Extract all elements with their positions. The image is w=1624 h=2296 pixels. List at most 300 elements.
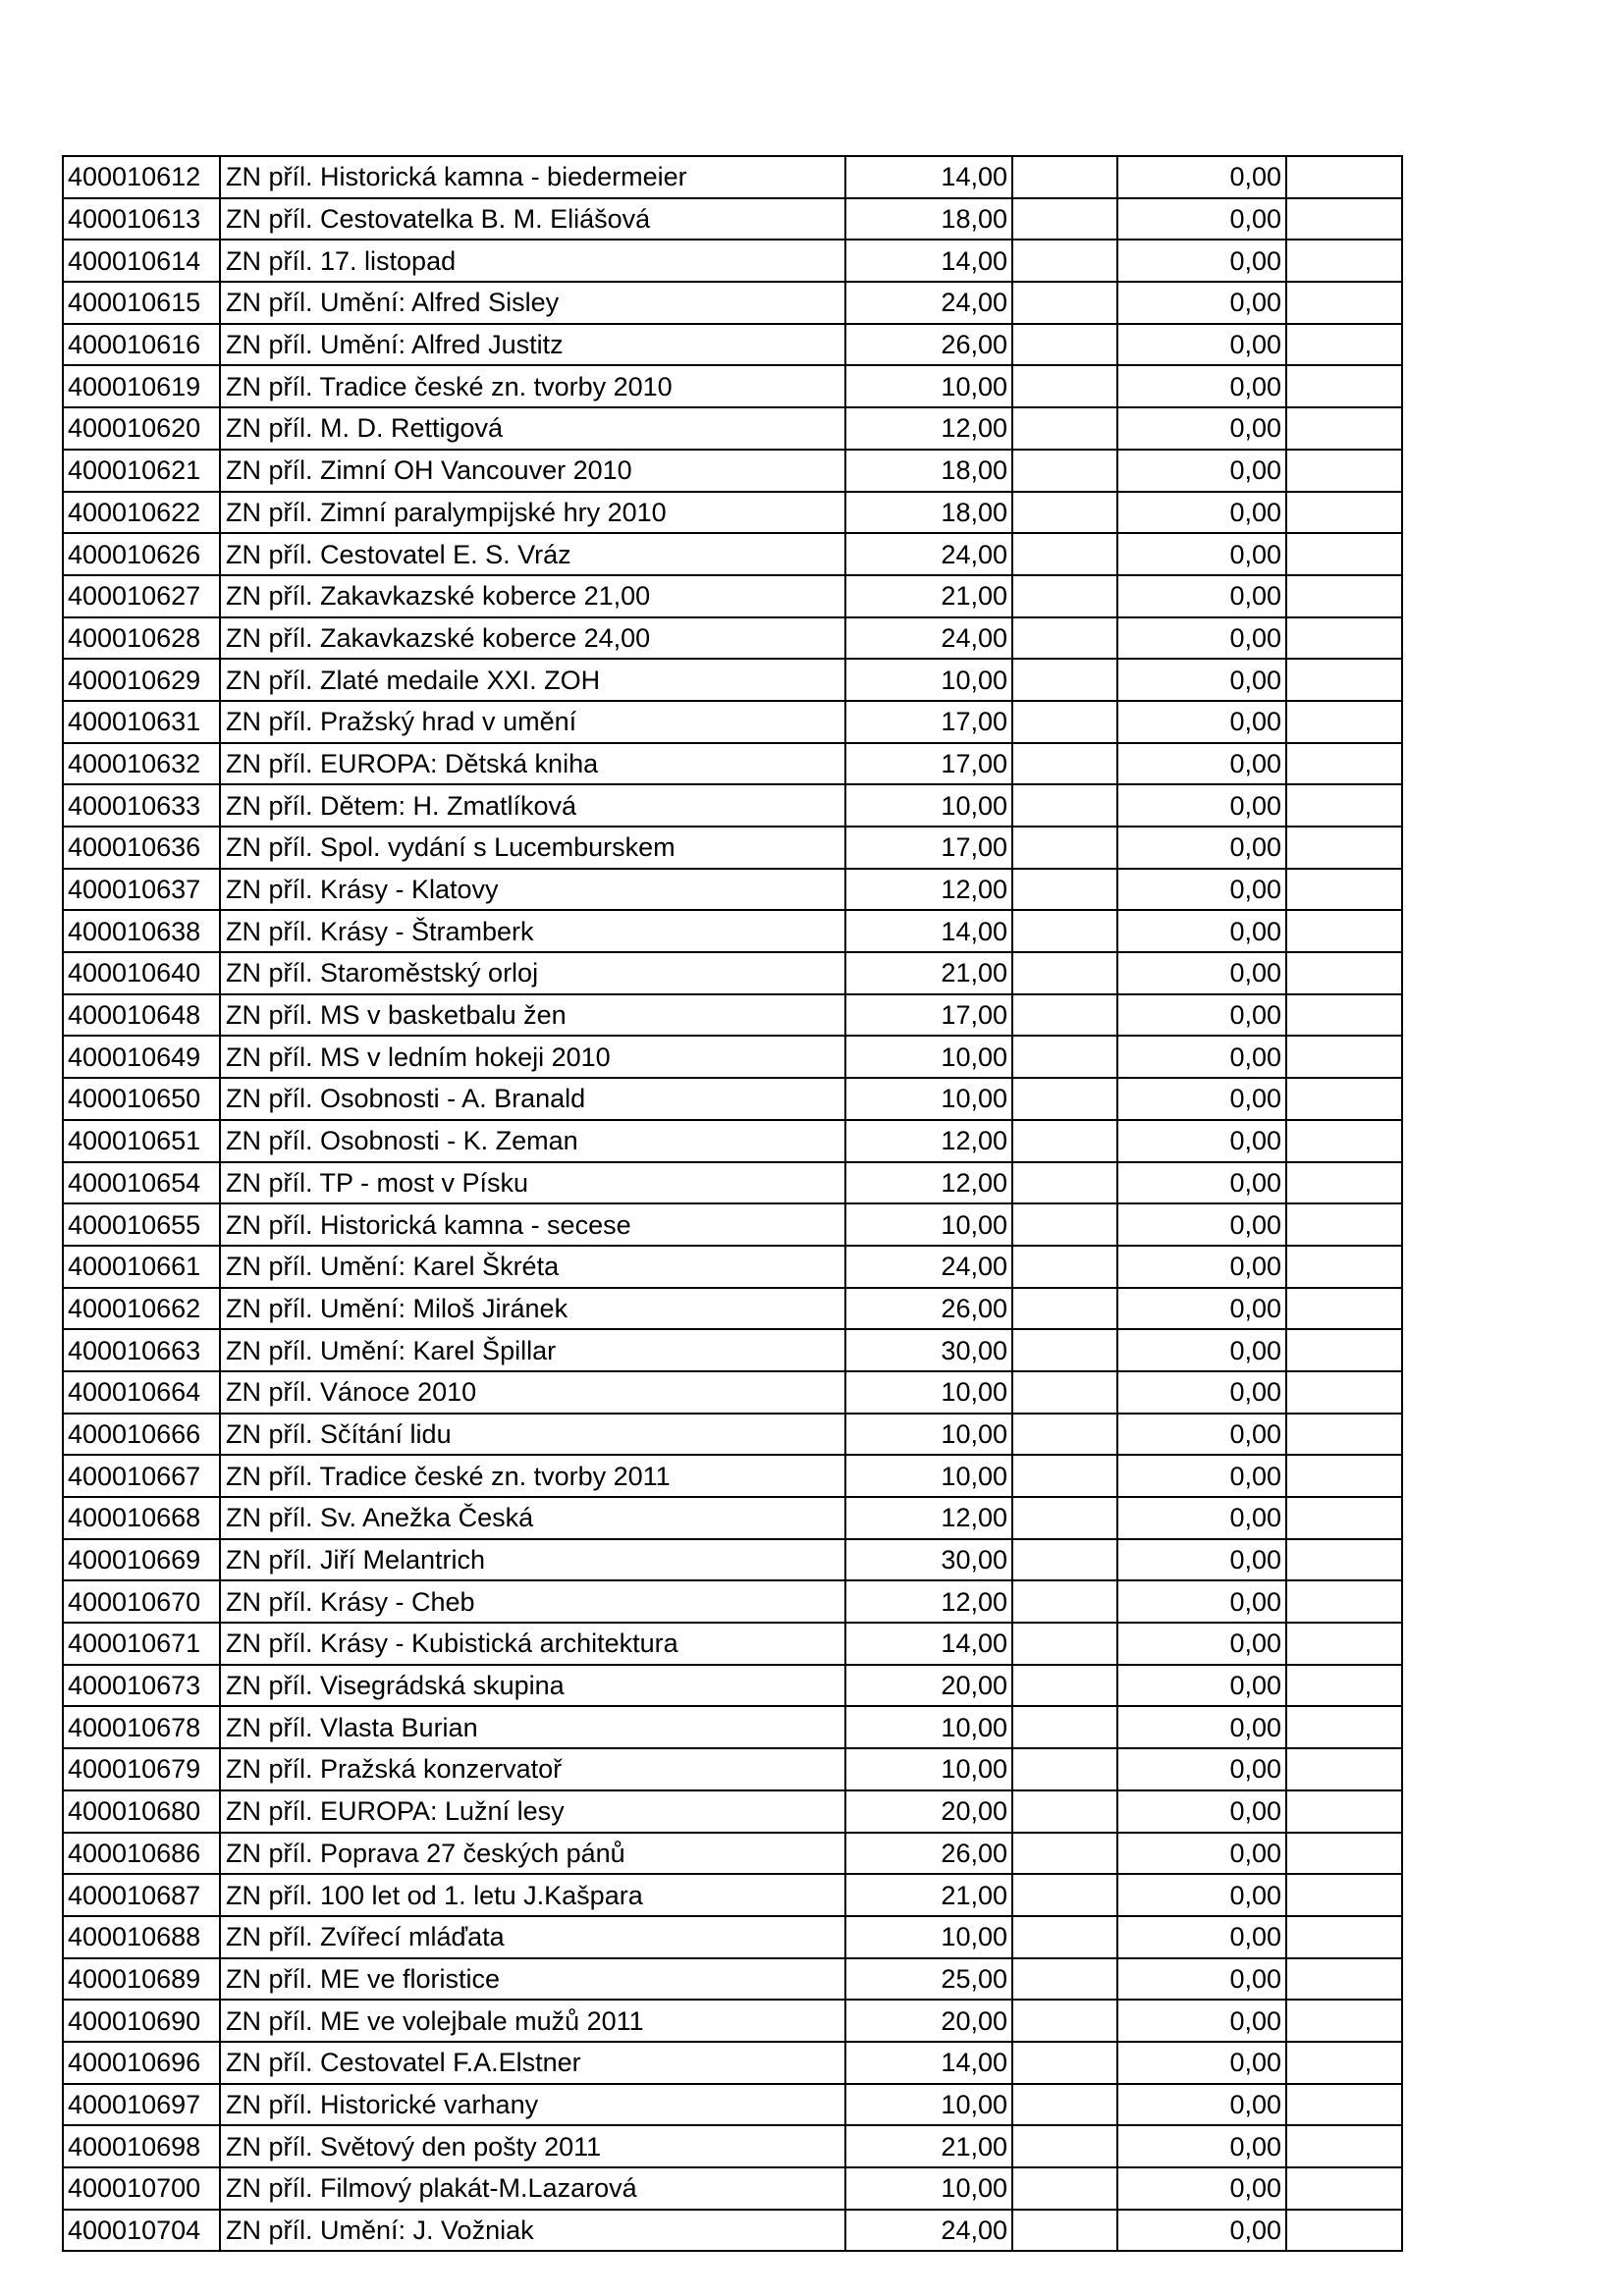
table-row <box>63 1371 1402 1414</box>
table-row <box>63 2000 1402 2042</box>
table-row <box>63 827 1402 869</box>
item-name-cell: ZN příl. Krásy - Štramberk <box>220 910 845 952</box>
value-cell: 0,00 <box>1117 198 1286 240</box>
empty-cell <box>1012 1036 1117 1078</box>
table-row <box>63 1833 1402 1875</box>
empty-cell <box>1012 952 1117 994</box>
price-cell: 10,00 <box>845 1916 1012 1958</box>
empty-cell <box>1012 1665 1117 1707</box>
empty-cell <box>1012 1203 1117 1246</box>
stamp-inventory-table <box>62 155 1403 2252</box>
price-cell: 30,00 <box>845 1539 1012 1581</box>
value-cell: 0,00 <box>1117 240 1286 282</box>
table-row <box>63 1497 1402 1539</box>
empty-cell <box>1286 2042 1402 2084</box>
empty-cell <box>1286 492 1402 534</box>
value-cell: 0,00 <box>1117 450 1286 492</box>
empty-cell <box>1286 533 1402 575</box>
item-code-cell: 400010668 <box>63 1497 220 1539</box>
empty-cell <box>1012 2167 1117 2210</box>
table-row <box>63 617 1402 660</box>
table-row <box>63 1288 1402 1330</box>
empty-cell <box>1286 1539 1402 1581</box>
empty-cell <box>1286 659 1402 701</box>
empty-cell <box>1286 1414 1402 1456</box>
item-name-cell: ZN příl. EUROPA: Dětská kniha <box>220 743 845 785</box>
price-cell: 10,00 <box>845 2167 1012 2210</box>
price-cell: 17,00 <box>845 994 1012 1037</box>
price-cell: 10,00 <box>845 1036 1012 1078</box>
item-code-cell: 400010621 <box>63 450 220 492</box>
table-row <box>63 575 1402 617</box>
item-name-cell: ZN příl. Zlaté medaile XXI. ZOH <box>220 659 845 701</box>
value-cell: 0,00 <box>1117 1790 1286 1833</box>
empty-cell <box>1012 2084 1117 2126</box>
value-cell: 0,00 <box>1117 533 1286 575</box>
empty-cell <box>1012 324 1117 366</box>
price-cell: 12,00 <box>845 1497 1012 1539</box>
value-cell: 0,00 <box>1117 1246 1286 1288</box>
empty-cell <box>1286 2167 1402 2210</box>
empty-cell <box>1286 701 1402 743</box>
item-name-cell: ZN příl. Krásy - Kubistická architektura <box>220 1623 845 1665</box>
item-code-cell: 400010627 <box>63 575 220 617</box>
table-row <box>63 282 1402 324</box>
item-name-cell: ZN příl. Umění: J. Vožniak <box>220 2210 845 2252</box>
empty-cell <box>1012 2000 1117 2042</box>
empty-cell <box>1286 784 1402 827</box>
value-cell: 0,00 <box>1117 1120 1286 1162</box>
table-row <box>63 2167 1402 2210</box>
empty-cell <box>1286 407 1402 450</box>
item-code-cell: 400010688 <box>63 1916 220 1958</box>
value-cell: 0,00 <box>1117 407 1286 450</box>
price-cell: 24,00 <box>845 1246 1012 1288</box>
empty-cell <box>1012 575 1117 617</box>
empty-cell <box>1012 1414 1117 1456</box>
empty-cell <box>1286 1665 1402 1707</box>
value-cell: 0,00 <box>1117 827 1286 869</box>
value-cell: 0,00 <box>1117 1455 1286 1497</box>
item-code-cell: 400010663 <box>63 1329 220 1371</box>
item-name-cell: ZN příl. Zimní paralympijské hry 2010 <box>220 492 845 534</box>
table-row <box>63 910 1402 952</box>
item-name-cell: ZN příl. Zakavkazské koberce 21,00 <box>220 575 845 617</box>
table-row <box>63 952 1402 994</box>
value-cell: 0,00 <box>1117 910 1286 952</box>
item-name-cell: ZN příl. Umění: Karel Špillar <box>220 1329 845 1371</box>
item-name-cell: ZN příl. Vánoce 2010 <box>220 1371 845 1414</box>
price-cell: 10,00 <box>845 1203 1012 1246</box>
value-cell: 0,00 <box>1117 1078 1286 1120</box>
price-cell: 14,00 <box>845 2042 1012 2084</box>
table-row <box>63 1790 1402 1833</box>
price-cell: 26,00 <box>845 1833 1012 1875</box>
table-row <box>63 198 1402 240</box>
item-name-cell: ZN příl. Tradice české zn. tvorby 2011 <box>220 1455 845 1497</box>
item-code-cell: 400010651 <box>63 1120 220 1162</box>
price-cell: 24,00 <box>845 2210 1012 2252</box>
item-code-cell: 400010673 <box>63 1665 220 1707</box>
empty-cell <box>1012 1790 1117 1833</box>
item-name-cell: ZN příl. Osobnosti - K. Zeman <box>220 1120 845 1162</box>
empty-cell <box>1286 1623 1402 1665</box>
value-cell: 0,00 <box>1117 784 1286 827</box>
table-row <box>63 1580 1402 1623</box>
value-cell: 0,00 <box>1117 869 1286 911</box>
empty-cell <box>1012 407 1117 450</box>
empty-cell <box>1286 1288 1402 1330</box>
price-cell: 18,00 <box>845 492 1012 534</box>
item-code-cell: 400010661 <box>63 1246 220 1288</box>
empty-cell <box>1012 1329 1117 1371</box>
price-cell: 10,00 <box>845 2084 1012 2126</box>
value-cell: 0,00 <box>1117 492 1286 534</box>
item-code-cell: 400010620 <box>63 407 220 450</box>
table-row <box>63 492 1402 534</box>
item-name-cell: ZN příl. 17. listopad <box>220 240 845 282</box>
item-code-cell: 400010680 <box>63 1790 220 1833</box>
item-code-cell: 400010633 <box>63 784 220 827</box>
item-code-cell: 400010650 <box>63 1078 220 1120</box>
table-row <box>63 450 1402 492</box>
price-cell: 10,00 <box>845 1414 1012 1456</box>
item-code-cell: 400010636 <box>63 827 220 869</box>
value-cell: 0,00 <box>1117 1036 1286 1078</box>
value-cell: 0,00 <box>1117 1580 1286 1623</box>
table-row <box>63 1036 1402 1078</box>
empty-cell <box>1012 1748 1117 1790</box>
empty-cell <box>1012 701 1117 743</box>
value-cell: 0,00 <box>1117 1833 1286 1875</box>
item-code-cell: 400010655 <box>63 1203 220 1246</box>
price-cell: 17,00 <box>845 827 1012 869</box>
empty-cell <box>1012 1371 1117 1414</box>
value-cell: 0,00 <box>1117 617 1286 660</box>
price-cell: 24,00 <box>845 282 1012 324</box>
empty-cell <box>1286 994 1402 1037</box>
item-name-cell: ZN příl. Pražská konzervatoř <box>220 1748 845 1790</box>
empty-cell <box>1286 1078 1402 1120</box>
table-body <box>63 156 1402 2251</box>
value-cell: 0,00 <box>1117 1288 1286 1330</box>
value-cell: 0,00 <box>1117 575 1286 617</box>
item-code-cell: 400010648 <box>63 994 220 1037</box>
table-row <box>63 1623 1402 1665</box>
value-cell: 0,00 <box>1117 2084 1286 2126</box>
table-row <box>63 533 1402 575</box>
table-row <box>63 1455 1402 1497</box>
item-code-cell: 400010697 <box>63 2084 220 2126</box>
table-row <box>63 784 1402 827</box>
empty-cell <box>1286 1203 1402 1246</box>
table-row <box>63 1665 1402 1707</box>
table-row <box>63 365 1402 407</box>
value-cell: 0,00 <box>1117 1329 1286 1371</box>
item-name-cell: ZN příl. Staroměstský orloj <box>220 952 845 994</box>
value-cell: 0,00 <box>1117 1748 1286 1790</box>
price-cell: 14,00 <box>845 156 1012 198</box>
value-cell: 0,00 <box>1117 1916 1286 1958</box>
empty-cell <box>1286 2084 1402 2126</box>
item-name-cell: ZN příl. Historická kamna - secese <box>220 1203 845 1246</box>
item-name-cell: ZN příl. Pražský hrad v umění <box>220 701 845 743</box>
value-cell: 0,00 <box>1117 994 1286 1037</box>
empty-cell <box>1012 533 1117 575</box>
empty-cell <box>1012 2210 1117 2252</box>
table-row <box>63 1203 1402 1246</box>
item-code-cell: 400010632 <box>63 743 220 785</box>
item-code-cell: 400010670 <box>63 1580 220 1623</box>
price-cell: 26,00 <box>845 324 1012 366</box>
value-cell: 0,00 <box>1117 2167 1286 2210</box>
empty-cell <box>1286 2000 1402 2042</box>
empty-cell <box>1012 994 1117 1037</box>
empty-cell <box>1012 1539 1117 1581</box>
empty-cell <box>1012 1162 1117 1204</box>
empty-cell <box>1286 869 1402 911</box>
table-row <box>63 1120 1402 1162</box>
value-cell: 0,00 <box>1117 701 1286 743</box>
item-code-cell: 400010679 <box>63 1748 220 1790</box>
empty-cell <box>1012 1916 1117 1958</box>
price-cell: 20,00 <box>845 1790 1012 1833</box>
item-code-cell: 400010671 <box>63 1623 220 1665</box>
empty-cell <box>1012 2125 1117 2167</box>
empty-cell <box>1286 952 1402 994</box>
price-cell: 12,00 <box>845 869 1012 911</box>
item-code-cell: 400010654 <box>63 1162 220 1204</box>
empty-cell <box>1012 617 1117 660</box>
table-row <box>63 701 1402 743</box>
value-cell: 0,00 <box>1117 743 1286 785</box>
value-cell: 0,00 <box>1117 2000 1286 2042</box>
item-name-cell: ZN příl. Historická kamna - biedermeier <box>220 156 845 198</box>
empty-cell <box>1012 1078 1117 1120</box>
empty-cell <box>1286 910 1402 952</box>
empty-cell <box>1286 1874 1402 1916</box>
empty-cell <box>1286 1162 1402 1204</box>
price-cell: 18,00 <box>845 450 1012 492</box>
item-name-cell: ZN příl. Světový den pošty 2011 <box>220 2125 845 2167</box>
empty-cell <box>1012 1623 1117 1665</box>
price-cell: 10,00 <box>845 1748 1012 1790</box>
item-name-cell: ZN příl. Umění: Karel Škréta <box>220 1246 845 1288</box>
value-cell: 0,00 <box>1117 1414 1286 1456</box>
item-name-cell: ZN příl. Zimní OH Vancouver 2010 <box>220 450 845 492</box>
item-name-cell: ZN příl. Sčítání lidu <box>220 1414 845 1456</box>
empty-cell <box>1286 575 1402 617</box>
item-code-cell: 400010664 <box>63 1371 220 1414</box>
item-name-cell: ZN příl. EUROPA: Lužní lesy <box>220 1790 845 1833</box>
value-cell: 0,00 <box>1117 365 1286 407</box>
table-row <box>63 2125 1402 2167</box>
item-code-cell: 400010637 <box>63 869 220 911</box>
value-cell: 0,00 <box>1117 1665 1286 1707</box>
table-row <box>63 1162 1402 1204</box>
item-name-cell: ZN příl. Vlasta Burian <box>220 1706 845 1748</box>
item-code-cell: 400010700 <box>63 2167 220 2210</box>
empty-cell <box>1286 1371 1402 1414</box>
table-row <box>63 1748 1402 1790</box>
table-row <box>63 1414 1402 1456</box>
empty-cell <box>1286 1706 1402 1748</box>
empty-cell <box>1012 1958 1117 2001</box>
item-name-cell: ZN příl. Cestovatelka B. M. Eliášová <box>220 198 845 240</box>
empty-cell <box>1286 324 1402 366</box>
empty-cell <box>1012 450 1117 492</box>
empty-cell <box>1286 1036 1402 1078</box>
item-code-cell: 400010622 <box>63 492 220 534</box>
empty-cell <box>1286 617 1402 660</box>
item-code-cell: 400010613 <box>63 198 220 240</box>
item-code-cell: 400010690 <box>63 2000 220 2042</box>
item-name-cell: ZN příl. MS v basketbalu žen <box>220 994 845 1037</box>
empty-cell <box>1012 198 1117 240</box>
item-code-cell: 400010640 <box>63 952 220 994</box>
item-code-cell: 400010667 <box>63 1455 220 1497</box>
item-name-cell: ZN příl. Sv. Anežka Česká <box>220 1497 845 1539</box>
item-code-cell: 400010687 <box>63 1874 220 1916</box>
table-row <box>63 240 1402 282</box>
price-cell: 10,00 <box>845 1371 1012 1414</box>
table-row <box>63 994 1402 1037</box>
item-name-cell: ZN příl. MS v ledním hokeji 2010 <box>220 1036 845 1078</box>
empty-cell <box>1012 1120 1117 1162</box>
table-row <box>63 1916 1402 1958</box>
item-name-cell: ZN příl. Visegrádská skupina <box>220 1665 845 1707</box>
item-code-cell: 400010614 <box>63 240 220 282</box>
item-code-cell: 400010631 <box>63 701 220 743</box>
item-name-cell: ZN příl. Cestovatel F.A.Elstner <box>220 2042 845 2084</box>
price-cell: 14,00 <box>845 240 1012 282</box>
value-cell: 0,00 <box>1117 1874 1286 1916</box>
price-cell: 21,00 <box>845 1874 1012 1916</box>
empty-cell <box>1012 156 1117 198</box>
value-cell: 0,00 <box>1117 156 1286 198</box>
empty-cell <box>1012 1833 1117 1875</box>
empty-cell <box>1012 659 1117 701</box>
empty-cell <box>1286 2210 1402 2252</box>
item-code-cell: 400010704 <box>63 2210 220 2252</box>
table-row <box>63 869 1402 911</box>
empty-cell <box>1286 198 1402 240</box>
empty-cell <box>1012 827 1117 869</box>
item-name-cell: ZN příl. Krásy - Klatovy <box>220 869 845 911</box>
item-name-cell: ZN příl. Historické varhany <box>220 2084 845 2126</box>
table-row <box>63 324 1402 366</box>
price-cell: 10,00 <box>845 1078 1012 1120</box>
empty-cell <box>1286 1833 1402 1875</box>
table-row <box>63 1539 1402 1581</box>
item-code-cell: 400010616 <box>63 324 220 366</box>
item-code-cell: 400010615 <box>63 282 220 324</box>
item-name-cell: ZN příl. Dětem: H. Zmatlíková <box>220 784 845 827</box>
price-cell: 21,00 <box>845 2125 1012 2167</box>
table-row <box>63 1078 1402 1120</box>
item-code-cell: 400010686 <box>63 1833 220 1875</box>
value-cell: 0,00 <box>1117 1623 1286 1665</box>
item-code-cell: 400010689 <box>63 1958 220 2001</box>
empty-cell <box>1286 1329 1402 1371</box>
item-name-cell: ZN příl. Filmový plakát-M.Lazarová <box>220 2167 845 2210</box>
item-code-cell: 400010628 <box>63 617 220 660</box>
price-cell: 12,00 <box>845 407 1012 450</box>
item-name-cell: ZN příl. ME ve volejbale mužů 2011 <box>220 2000 845 2042</box>
empty-cell <box>1286 1916 1402 1958</box>
price-cell: 30,00 <box>845 1329 1012 1371</box>
table-row <box>63 1958 1402 2001</box>
empty-cell <box>1286 2125 1402 2167</box>
table-row <box>63 1874 1402 1916</box>
value-cell: 0,00 <box>1117 1203 1286 1246</box>
empty-cell <box>1012 1288 1117 1330</box>
value-cell: 0,00 <box>1117 1162 1286 1204</box>
price-cell: 12,00 <box>845 1120 1012 1162</box>
item-code-cell: 400010629 <box>63 659 220 701</box>
empty-cell <box>1012 492 1117 534</box>
item-name-cell: ZN příl. Osobnosti - A. Branald <box>220 1078 845 1120</box>
value-cell: 0,00 <box>1117 282 1286 324</box>
item-name-cell: ZN příl. Poprava 27 českých pánů <box>220 1833 845 1875</box>
price-cell: 24,00 <box>845 533 1012 575</box>
empty-cell <box>1286 1120 1402 1162</box>
price-cell: 21,00 <box>845 575 1012 617</box>
empty-cell <box>1286 1748 1402 1790</box>
value-cell: 0,00 <box>1117 1497 1286 1539</box>
empty-cell <box>1012 910 1117 952</box>
empty-cell <box>1286 1958 1402 2001</box>
empty-cell <box>1286 1455 1402 1497</box>
price-cell: 25,00 <box>845 1958 1012 2001</box>
value-cell: 0,00 <box>1117 952 1286 994</box>
table-row <box>63 2084 1402 2126</box>
item-name-cell: ZN příl. 100 let od 1. letu J.Kašpara <box>220 1874 845 1916</box>
price-cell: 24,00 <box>845 617 1012 660</box>
price-cell: 21,00 <box>845 952 1012 994</box>
item-name-cell: ZN příl. M. D. Rettigová <box>220 407 845 450</box>
value-cell: 0,00 <box>1117 1539 1286 1581</box>
empty-cell <box>1012 1246 1117 1288</box>
value-cell: 0,00 <box>1117 2042 1286 2084</box>
table-row <box>63 2210 1402 2252</box>
empty-cell <box>1286 1497 1402 1539</box>
price-cell: 10,00 <box>845 1455 1012 1497</box>
empty-cell <box>1012 1874 1117 1916</box>
table-row <box>63 2042 1402 2084</box>
item-name-cell: ZN příl. Umění: Alfred Justitz <box>220 324 845 366</box>
price-cell: 17,00 <box>845 701 1012 743</box>
item-name-cell: ZN příl. Zvířecí mláďata <box>220 1916 845 1958</box>
value-cell: 0,00 <box>1117 2210 1286 2252</box>
value-cell: 0,00 <box>1117 659 1286 701</box>
empty-cell <box>1286 1246 1402 1288</box>
empty-cell <box>1286 156 1402 198</box>
empty-cell <box>1012 1580 1117 1623</box>
table-row <box>63 743 1402 785</box>
value-cell: 0,00 <box>1117 1371 1286 1414</box>
item-code-cell: 400010649 <box>63 1036 220 1078</box>
value-cell: 0,00 <box>1117 2125 1286 2167</box>
table-row <box>63 156 1402 198</box>
value-cell: 0,00 <box>1117 1706 1286 1748</box>
item-code-cell: 400010696 <box>63 2042 220 2084</box>
price-cell: 14,00 <box>845 1623 1012 1665</box>
item-code-cell: 400010666 <box>63 1414 220 1456</box>
empty-cell <box>1012 1497 1117 1539</box>
item-code-cell: 400010612 <box>63 156 220 198</box>
item-code-cell: 400010678 <box>63 1706 220 1748</box>
